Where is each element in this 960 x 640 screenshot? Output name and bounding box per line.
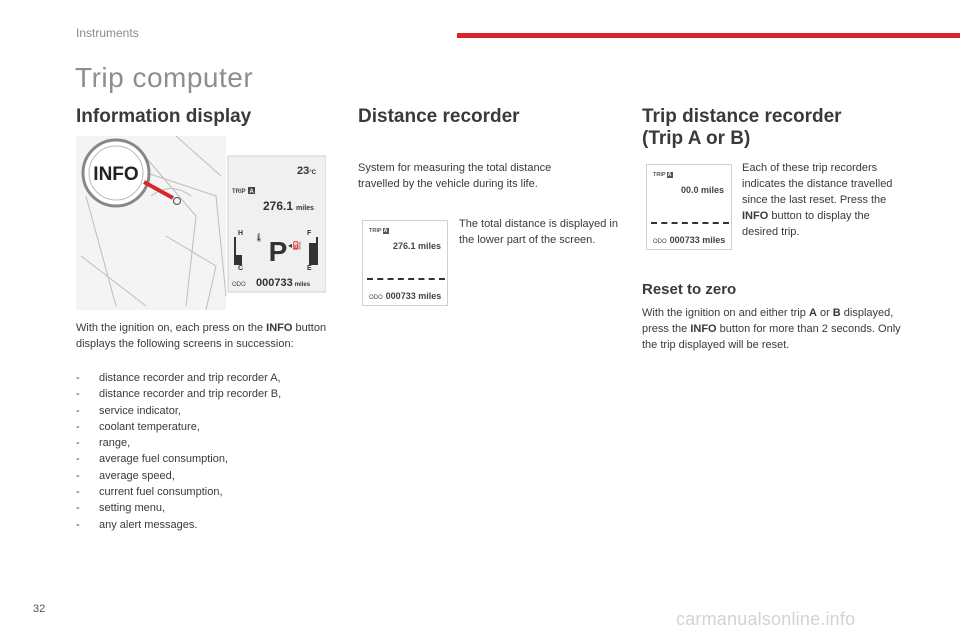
trip-recorder-display: [646, 164, 732, 250]
list-item: - distance recorder and trip recorder B,: [76, 386, 336, 402]
page-number: 32: [33, 603, 46, 615]
trip-value: 00.0 miles: [681, 185, 725, 195]
info-button-figure: [76, 136, 326, 310]
reset-heading: Reset to zero: [642, 281, 737, 298]
page-title: Trip computer: [75, 62, 254, 93]
list-item: - coolant temperature,: [76, 419, 336, 435]
distance-recorder-body: System for measuring the total distance travelled by the vehicle during its life.: [358, 162, 552, 190]
list-item: - setting menu,: [76, 500, 336, 516]
display-odo-value: 000733 miles: [256, 277, 311, 289]
odo-value: ODO 000733 miles: [369, 291, 442, 301]
trip-recorder-heading: Trip distance recorder (Trip A or B): [642, 106, 842, 149]
list-item: - average speed,: [76, 468, 336, 484]
list-item: - range,: [76, 435, 336, 451]
section-label: Instruments: [76, 26, 139, 40]
info-display-intro: With the ignition on, each press on the INFO button displays the following screens in succession:: [76, 322, 327, 350]
svg-text:TRIP: TRIP: [232, 189, 246, 195]
svg-text:F: F: [307, 230, 312, 237]
distance-recorder-note: The total distance is displayed in the lower part of the screen.: [459, 218, 618, 246]
watermark: carmanualsonline.info: [676, 609, 856, 629]
trip-recorder-body: Each of these trip recorders indicates the distance travelled since the last reset. Press the INFO button to display the desired trip.: [742, 162, 893, 238]
reset-body: With the ignition on and either trip A or B displayed, press the INFO button for more than 2 seconds. Only the trip displayed will be reset.: [642, 307, 901, 351]
svg-text:E: E: [307, 265, 312, 272]
svg-text:H: H: [238, 230, 244, 237]
divider: [651, 222, 729, 224]
list-item: - any alert messages.: [76, 517, 336, 533]
svg-text:ODO: ODO: [232, 282, 246, 288]
header-accent-bar: [457, 33, 960, 38]
list-item: - service indicator,: [76, 403, 336, 419]
display-gear: P: [268, 236, 288, 267]
list-item: - current fuel consumption,: [76, 484, 336, 500]
list-item: - distance recorder and trip recorder A,: [76, 370, 336, 386]
display-trip-value: 276.1 miles: [263, 199, 314, 213]
info-display-heading: Information display: [76, 106, 252, 127]
divider: [367, 278, 445, 280]
list-item: - average fuel consumption,: [76, 451, 336, 467]
info-button-label: INFO: [93, 164, 139, 185]
trip-tag: TRIP A: [369, 228, 388, 234]
odo-value: ODO 000733 miles: [653, 235, 726, 245]
svg-text:🌡: 🌡: [254, 233, 265, 242]
trip-tag: TRIP A: [653, 172, 672, 178]
display-temperature: 23°C: [297, 165, 316, 177]
info-screens-list: [76, 370, 336, 533]
distance-recorder-display: [362, 220, 448, 306]
distance-recorder-heading: Distance recorder: [358, 106, 520, 127]
trip-value: 276.1 miles: [393, 241, 442, 251]
svg-text:C: C: [238, 265, 244, 272]
svg-text:A: A: [249, 189, 254, 195]
svg-text:◂⛽: ◂⛽: [288, 241, 302, 250]
